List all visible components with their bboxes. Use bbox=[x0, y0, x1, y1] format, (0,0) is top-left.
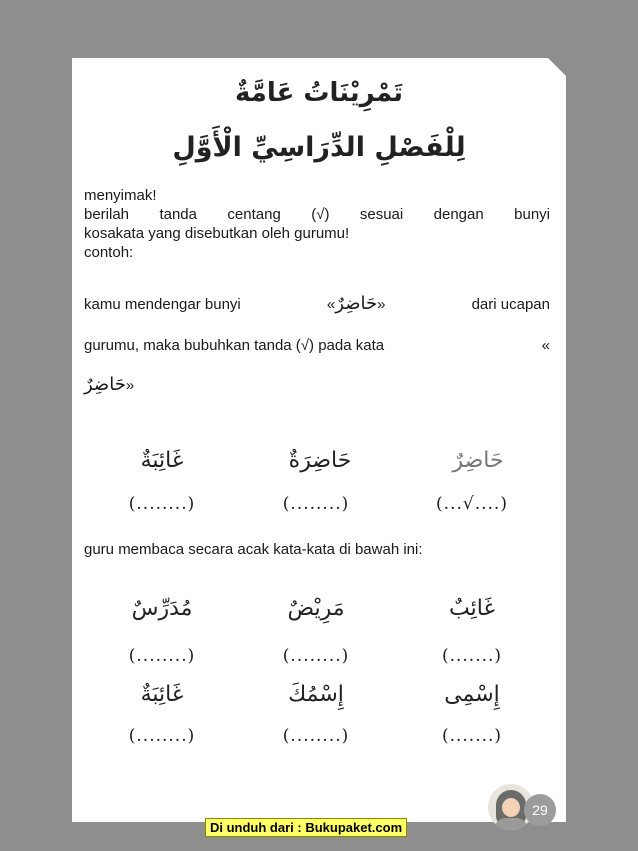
example-quoted-word bbox=[327, 292, 386, 317]
example-word-2: حَاضِرٌ bbox=[84, 374, 126, 395]
exercise-answer-2-2[interactable]: (........) bbox=[282, 726, 350, 746]
instruction-line-1: menyimak! bbox=[84, 187, 157, 204]
example-word-3: غَائِبَةٌ bbox=[140, 448, 184, 473]
example-text-part-3: gurumu, maka bubuhkan tanda (√) pada kata bbox=[84, 337, 385, 354]
exercise-answer-2-1[interactable]: (.......) bbox=[441, 726, 503, 746]
example-text-part-1: kamu mendengar bunyi bbox=[84, 295, 241, 313]
exercise-word-2-1: إِسْمِى bbox=[444, 682, 500, 707]
page-card bbox=[72, 58, 566, 822]
exercise-answer-1-2[interactable]: (........) bbox=[282, 646, 350, 666]
quote-open-2: « bbox=[541, 337, 550, 354]
example-text-part-2: dari ucapan bbox=[471, 295, 550, 313]
example-word: حَاضِرٌ bbox=[335, 293, 378, 314]
example-paragraph-line-1 bbox=[84, 292, 550, 317]
example-paragraph-line-2 bbox=[84, 334, 550, 358]
book-label: Buku Siswa Kelas 1 MI bbox=[318, 796, 441, 810]
example-label: contoh: bbox=[84, 244, 134, 261]
exercise-word-1-3: مُدَرِّسٌ bbox=[131, 596, 193, 621]
instruction-line-3: kosakata yang disebutkan oleh gurumu! bbox=[84, 225, 350, 242]
quote-open: « bbox=[326, 296, 336, 313]
exercise-word-2-2: إِسْمُكَ bbox=[288, 682, 344, 707]
quote-close-2: » bbox=[125, 377, 135, 394]
example-answer-3: (........) bbox=[128, 494, 196, 514]
example-answer-2: (........) bbox=[282, 494, 350, 514]
page-subtitle: لِلْفَصْلِ الدِّرَاسِيِّ الْأَوَّلِ bbox=[172, 132, 466, 163]
example-paragraph-line-3 bbox=[84, 372, 550, 399]
example-word-1: حَاضِرٌ bbox=[452, 448, 504, 473]
exercise-word-2-3: غَائِبَةٌ bbox=[140, 682, 184, 707]
folded-corner bbox=[548, 58, 566, 76]
exercise-word-1-1: غَائِبٌ bbox=[449, 596, 495, 621]
exercise-instruction: guru membaca secara acak kata-kata di bawah ini: bbox=[84, 541, 423, 558]
example-word-2-item: حَاضِرَةٌ bbox=[288, 448, 352, 473]
quote-close: » bbox=[377, 296, 386, 313]
exercise-answer-1-1[interactable]: (.......) bbox=[441, 646, 503, 666]
download-source-link[interactable]: Di unduh dari : Bukupaket.com bbox=[205, 818, 407, 837]
exercise-answer-1-3[interactable]: (........) bbox=[128, 646, 196, 666]
page-number: 29 bbox=[524, 794, 556, 826]
exercise-word-1-2: مَرِيْضٌ bbox=[287, 596, 345, 621]
instruction-line-2: berilah tanda centang (√) sesuai dengan bunyi bbox=[84, 206, 550, 223]
page-title: تَمْرِيْنَاتُ عَامَّةٌ bbox=[234, 78, 404, 108]
exercise-answer-2-3[interactable]: (........) bbox=[128, 726, 196, 746]
example-answer-1: (...√....) bbox=[436, 494, 508, 514]
